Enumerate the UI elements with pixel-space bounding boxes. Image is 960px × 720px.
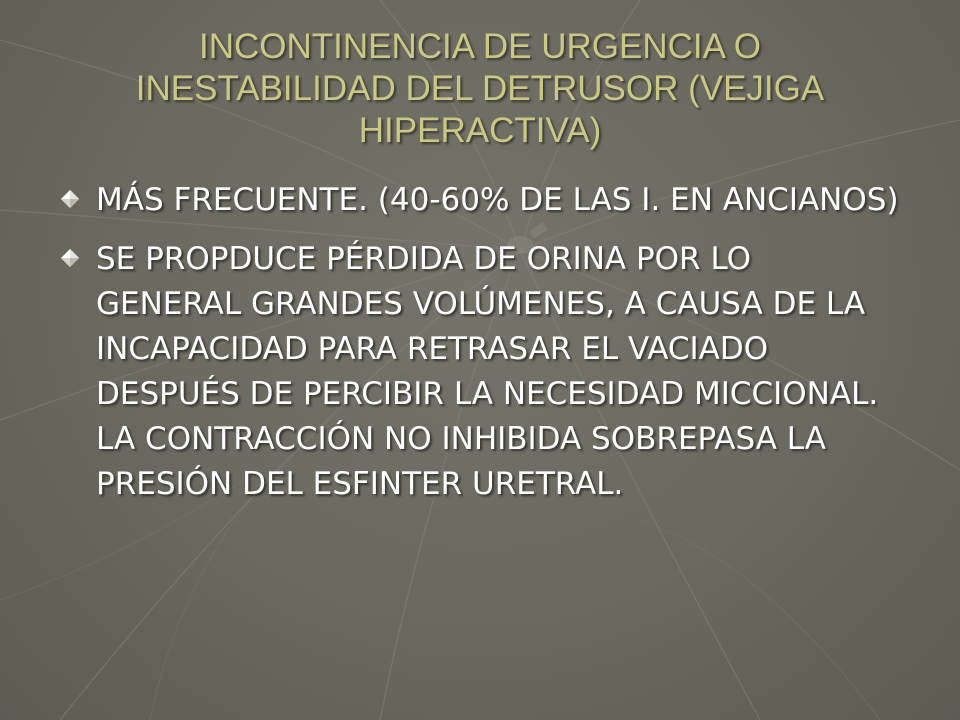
slide-title: INCONTINENCIA DE URGENCIA O INESTABILIDAD DEL DETRUSOR (VEJIGA HIPERACTIVA) xyxy=(135,27,825,150)
bullet-item xyxy=(60,178,900,223)
diamond-bullet-icon xyxy=(60,248,80,268)
diamond-bullet-icon xyxy=(60,189,80,209)
bullet-list xyxy=(60,178,900,521)
bullet-text: SE PROPDUCE PÉRDIDA DE ORINA POR LO GENERAL GRANDES VOLÚMENES, A CAUSA DE LA INCAPACIDAD PARA RETRASAR EL VACIADO DESPUÉS DE PERCIBIR LA NECESIDAD MICCIONAL. LA CONTRACCIÓN NO INHIBIDA SOBREPASA LA PRESIÓN DEL ESFINTER URETRAL. xyxy=(96,241,879,502)
bullet-text: MÁS FRECUENTE. (40-60% DE LAS I. EN ANCIANOS) xyxy=(96,182,899,218)
bullet-item xyxy=(60,237,900,507)
